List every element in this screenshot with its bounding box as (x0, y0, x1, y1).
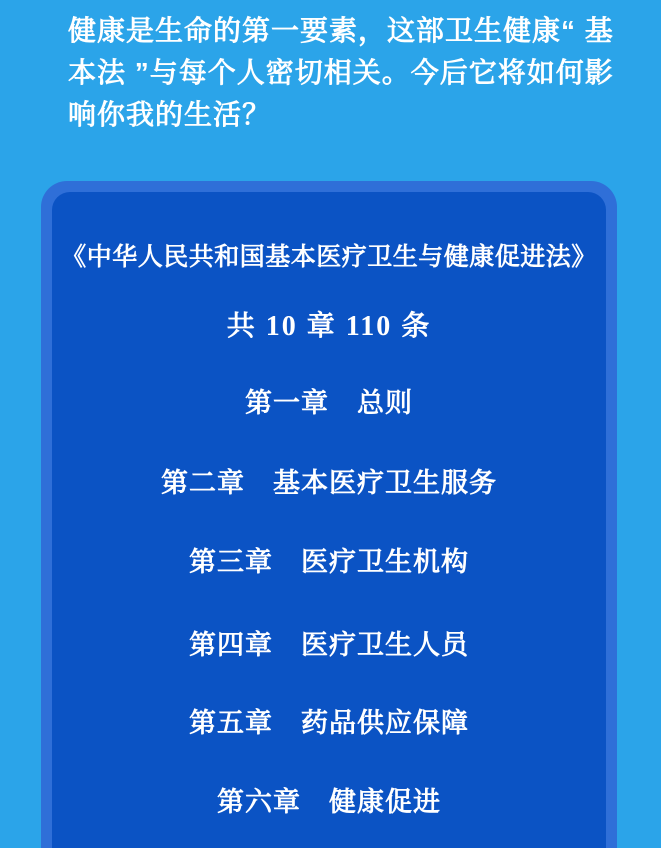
chapter-item: 第六章 健康促进 (217, 787, 441, 817)
law-title: 《中华人民共和国基本医疗卫生与健康促进法》 (61, 243, 597, 271)
law-card (41, 181, 617, 848)
chapter-item: 第四章 医疗卫生人员 (189, 630, 469, 660)
intro-paragraph (68, 10, 614, 136)
intro-line: 健康是生命的第一要素，这部卫生健康“ 基 (68, 15, 614, 46)
chapter-item: 第三章 医疗卫生机构 (189, 547, 469, 577)
intro-line: 响你我的生活？ (68, 99, 272, 130)
chapter-item: 第五章 药品供应保障 (189, 708, 469, 738)
intro-line: 本法 ”与每个人密切相关。今后它将如何影 (68, 57, 614, 88)
law-card-background (52, 192, 606, 848)
chapter-item: 第一章 总则 (245, 388, 413, 418)
chapter-item: 第二章 基本医疗卫生服务 (161, 468, 497, 498)
chapter-count: 共 10 章 110 条 (226, 311, 432, 342)
